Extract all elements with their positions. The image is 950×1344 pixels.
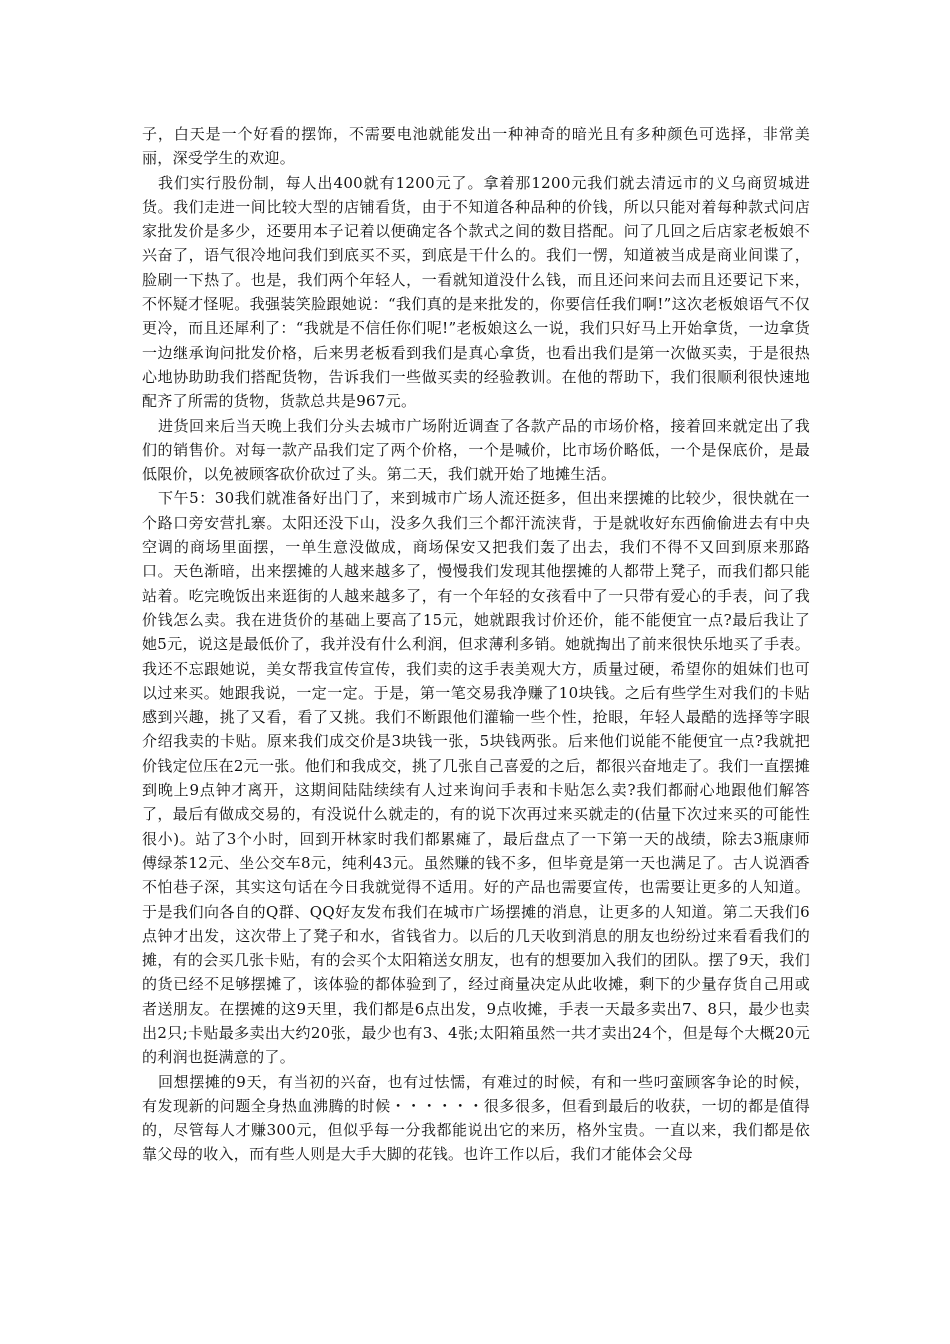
paragraph-2: 我们实行股份制，每人出400就有1200元了。拿着那1200元我们就去清远市的义乌商贸城进货。我们走进一间比较大型的店铺看货，由于不知道各种品种的价钱，所以只能对着每种款式问店家批发价是多少，还要用本子记着以便确定各个款式之间的数目搭配。问了几回之后店家老板娘不兴奋了，语气很冷地问我们到底买不买，到底是干什么的。我们一愣，知道被当成是商业间谍了，脸刷一下热了。也是，我们两个年轻人，一看就知道没什么钱，而且还问来问去而且还要记下来，不怀疑才怪呢。我强装笑脸跟她说：“我们真的是来批发的，你要信任我们啊!”这次老板娘语气不仅更冷，而且还犀利了：“我就是不信任你们呢!”老板娘这么一说，我们只好马上开始拿货，一边拿货一边继承询问批发价格，后来男老板看到我们是真心拿货，也看出我们是第一次做买卖，于是很热心地协助助我们搭配货物，告诉我们一些做买卖的经验教训。在他的帮助下，我们很顺利很快速地配齐了所需的货物，货款总共是967元。 [142, 173, 810, 411]
paragraph-5: 回想摆摊的9天，有当初的兴奋，也有过怯懦，有难过的时候，有和一些叼蛮顾客争论的时候，有发现新的问题全身热血沸腾的时候・・・・・・很多很多，但看到最后的收获，一切的都是值得的，尽管每人才赚300元，但似乎每一分我都能说出它的来历，格外宝贵。一直以来，我们都是依靠父母的收入，而有些人则是大手大脚的花钱。也许工作以后，我们才能体会父母 [142, 1072, 810, 1164]
paragraph-1: 子，白天是一个好看的摆饰，不需要电池就能发出一种神奇的暗光且有多种颜色可选择，非常美丽，深受学生的欢迎。 [142, 125, 810, 168]
document-page [142, 122, 810, 1167]
paragraph-4: 下午5：30我们就准备好出门了，来到城市广场人流还挺多，但出来摆摊的比较少，很快就在一个路口旁安营扎寨。太阳还没下山，没多久我们三个都汗流浃背，于是就收好东西偷偷进去有中央空调的商场里面摆，一单生意没做成，商场保安又把我们轰了出去，我们不得不又回到原来那路口。天色渐暗，出来摆摊的人越来越多了，慢慢我们发现其他摆摊的人都带上凳子，而我们都只能站着。吃完晚饭出来逛街的人越来越多了，有一个年轻的女孩看中了一只带有爱心的手表，问了我价钱怎么卖。我在进货价的基础上要高了15元，她就跟我讨价还价，能不能便宜一点?最后我让了她5元，说这是最低价了，我并没有什么利润，但求薄利多销。她就掏出了前来很快乐地买了手表。我还不忘跟她说，美女帮我宣传宣传，我们卖的这手表美观大方，质量过硬，希望你的姐妹们也可以过来买。她跟我说，一定一定。于是，第一笔交易我净赚了10块钱。之后有些学生对我们的卡贴感到兴趣，挑了又看，看了又挑。我们不断跟他们灌输一些个性，抢眼，年轻人最酷的选择等字眼介绍我卖的卡贴。原来我们成交价是3块钱一张，5块钱两张。后来他们说能不能便宜一点?我就把价钱定位压在2元一张。他们和我成交，挑了几张自己喜爱的之后，都很兴奋地走了。我们一直摆摊到晚上9点钟才离开，这期间陆陆续续有人过来询问手表和卡贴怎么卖?我们都耐心地跟他们解答了，最后有做成交易的，有没说什么就走的，有的说下次再过来买就走的(估量下次过来买的可能性很小)。站了3个小时，回到开林家时我们都累瘫了，最后盘点了一下第一天的战绩，除去3瓶康师傅绿茶12元、坐公交车8元，纯利43元。虽然赚的钱不多，但毕竟是第一天也满足了。古人说酒香不怕巷子深，其实这句话在今日我就觉得不适用。好的产品也需要宣传，也需要让更多的人知道。于是我们向各自的Q群、QQ好友发布我们在城市广场摆摊的消息，让更多的人知道。第二天我们6点钟才出发，这次带上了凳子和水，省钱省力。以后的几天收到消息的朋友也纷纷过来看看我们的摊，有的会买几张卡贴，有的会买个太阳箱送女朋友，也有的想要加入我们的团队。摆了9天，我们的货已经不足够摆摊了，该体验的都体验到了，经过商量决定从此收摊，剩下的少量存货自己用或者送朋友。在摆摊的这9天里，我们都是6点出发，9点收摊，手表一天最多卖出7、8只，最少也卖出2只;卡贴最多卖出大约20张，最少也有3、4张;太阳箱虽然一共才卖出24个，但是每个大概20元的利润也挺满意的了。 [142, 489, 810, 1067]
paragraph-3: 进货回来后当天晚上我们分头去城市广场附近调查了各款产品的市场价格，接着回来就定出了我们的销售价。对每一款产品我们定了两个价格，一个是喊价，比市场价略低，一个是保底价，是最低限价，以免被顾客砍价砍过了头。第二天，我们就开始了地摊生活。 [142, 416, 810, 484]
